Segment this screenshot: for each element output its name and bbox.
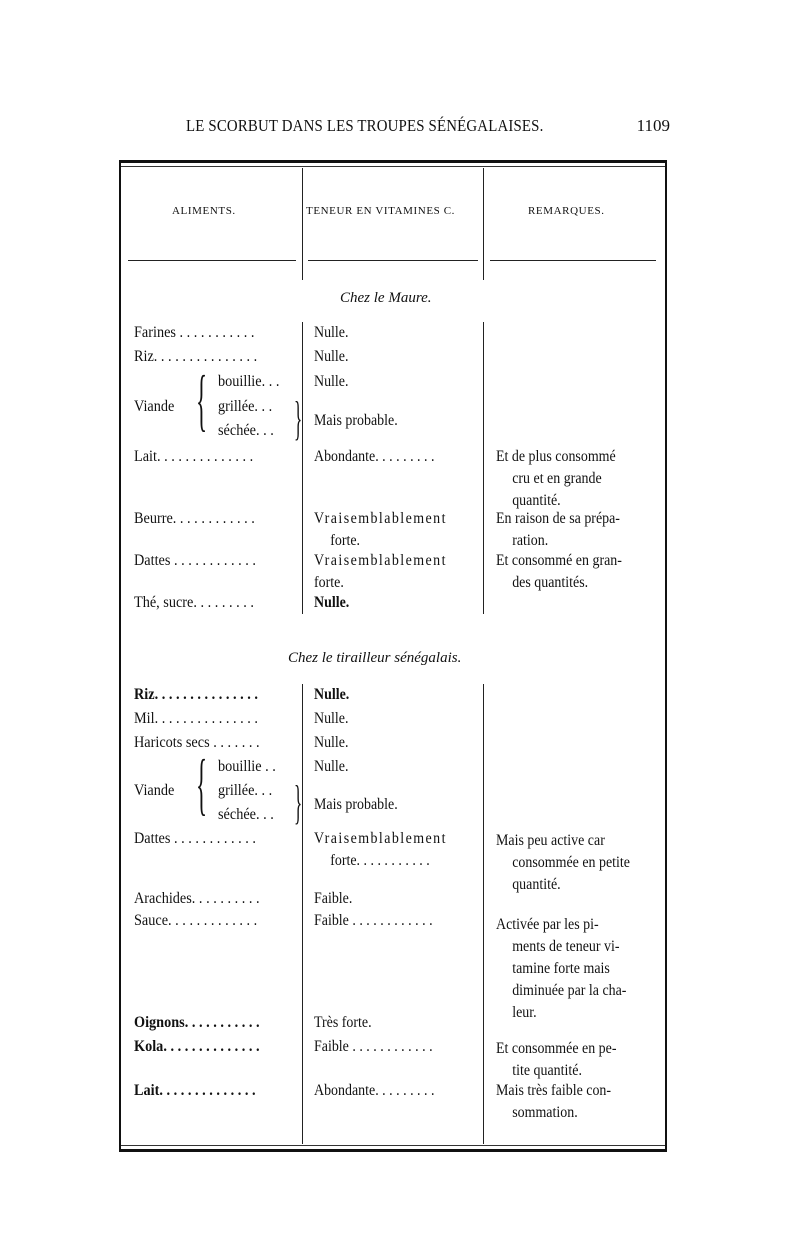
left-brace: { xyxy=(196,745,208,822)
remarque-line: Mais peu active car xyxy=(496,832,605,849)
teneur-kola: Faible . . . . . . . . . . . . xyxy=(314,1038,433,1055)
teneur-lait: Abondante. . . . . . . . . xyxy=(314,1082,435,1099)
food-dattes: Dattes . . . . . . . . . . . . xyxy=(134,552,257,569)
food-riz: Riz. . . . . . . . . . . . . . . xyxy=(134,686,258,703)
teneur-beurre xyxy=(314,508,447,552)
teneur-line: Vraisemblablement xyxy=(314,830,447,847)
right-brace: } xyxy=(294,777,303,829)
section-title-maure: Chez le Maure. xyxy=(340,290,432,306)
food-farines: Farines . . . . . . . . . . . xyxy=(134,324,255,341)
teneur-mil: Nulle. xyxy=(314,710,349,727)
teneur-dattes xyxy=(314,550,447,594)
teneur-haricots-secs: Nulle. xyxy=(314,734,349,751)
running-header xyxy=(186,116,670,140)
remarque-line: sommation. xyxy=(512,1104,578,1121)
remarque-line: leur. xyxy=(512,1004,537,1021)
table-left-border xyxy=(119,160,121,1152)
teneur-viande-grillee-sechee: Mais probable. xyxy=(314,412,398,429)
remarque-dattes xyxy=(496,830,630,896)
column-heading-aliments: ALIMENTS. xyxy=(172,205,236,217)
viande-grillee: grillée. . . xyxy=(218,398,273,415)
remarque-dattes xyxy=(496,550,622,594)
teneur-the-sucre: Nulle. xyxy=(314,594,350,611)
remarque-line: tamine forte mais xyxy=(512,960,610,977)
column-divider xyxy=(483,168,484,280)
remarque-kola xyxy=(496,1038,616,1082)
remarque-line: tite quantité. xyxy=(512,1062,582,1079)
teneur-viande-grillee-sechee: Mais probable. xyxy=(314,796,398,813)
remarque-lait xyxy=(496,446,616,512)
remarque-line: En raison de sa prépa- xyxy=(496,510,620,527)
viande-grillee: grillée. . . xyxy=(218,782,273,799)
remarque-line: Et consommée en pe- xyxy=(496,1040,617,1057)
column-divider xyxy=(302,168,303,280)
teneur-line: Vraisemblablement xyxy=(314,552,447,569)
viande-bouillie: bouillie. . . xyxy=(218,373,280,390)
teneur-lait: Abondante. . . . . . . . . xyxy=(314,448,435,465)
remarque-line: Mais très faible con- xyxy=(496,1082,612,1099)
food-oignons: Oignons. . . . . . . . . . . xyxy=(134,1014,260,1031)
teneur-riz: Nulle. xyxy=(314,686,350,703)
food-kola: Kola. . . . . . . . . . . . . . xyxy=(134,1038,260,1055)
teneur-line: Vraisemblablement xyxy=(314,510,447,527)
teneur-viande-bouillie: Nulle. xyxy=(314,373,349,390)
teneur-dattes xyxy=(314,828,447,872)
remarque-line: Et de plus consommé xyxy=(496,448,616,465)
table-top-rule-inner xyxy=(119,166,667,167)
column-divider xyxy=(302,322,303,614)
table-right-border xyxy=(665,160,667,1152)
teneur-sauce: Faible . . . . . . . . . . . . xyxy=(314,912,433,929)
table-bottom-rule xyxy=(119,1149,667,1152)
food-arachides: Arachides. . . . . . . . . . xyxy=(134,890,260,907)
teneur-line: forte. xyxy=(330,532,361,549)
left-brace: { xyxy=(196,361,208,438)
remarque-line: diminuée par la cha- xyxy=(512,982,627,999)
food-lait: Lait. . . . . . . . . . . . . . xyxy=(134,448,254,465)
food-sauce: Sauce. . . . . . . . . . . . . xyxy=(134,912,258,929)
column-heading-remarques: REMARQUES. xyxy=(528,205,605,217)
teneur-line: forte. xyxy=(314,574,344,591)
teneur-line: forte. . . . . . . . . . . xyxy=(330,852,430,869)
food-riz: Riz. . . . . . . . . . . . . . . xyxy=(134,348,258,365)
running-title: LE SCORBUT DANS LES TROUPES SÉNÉGALAISES. xyxy=(186,116,544,135)
header-underline xyxy=(308,260,478,261)
viande-sechee: séchée. . . xyxy=(218,806,274,823)
table-bottom-rule-inner xyxy=(119,1145,667,1146)
remarque-line: Et consommé en gran- xyxy=(496,552,622,569)
remarque-line: quantité. xyxy=(512,876,561,893)
viande-bouillie: bouillie . . xyxy=(218,758,276,775)
remarque-line: consommée en petite xyxy=(512,854,630,871)
remarque-beurre xyxy=(496,508,620,552)
column-divider xyxy=(483,684,484,1144)
header-underline xyxy=(490,260,656,261)
column-divider xyxy=(302,684,303,1144)
teneur-viande-bouillie: Nulle. xyxy=(314,758,349,775)
page-number: 1109 xyxy=(636,116,670,135)
teneur-farines: Nulle. xyxy=(314,324,349,341)
right-brace: } xyxy=(294,393,303,445)
teneur-arachides: Faible. xyxy=(314,890,353,907)
food-haricots-secs: Haricots secs . . . . . . . xyxy=(134,734,260,751)
remarque-sauce xyxy=(496,914,626,1024)
remarque-line: cru et en grande xyxy=(512,470,602,487)
food-the-sucre: Thé, sucre. . . . . . . . . xyxy=(134,594,255,611)
viande-sechee: séchée. . . xyxy=(218,422,274,439)
remarque-line: quantité. xyxy=(512,492,561,509)
food-beurre: Beurre. . . . . . . . . . . . xyxy=(134,510,255,527)
column-divider xyxy=(483,322,484,614)
remarque-lait xyxy=(496,1080,611,1124)
food-viande: Viande xyxy=(134,398,175,415)
teneur-oignons: Très forte. xyxy=(314,1014,372,1031)
food-lait: Lait. . . . . . . . . . . . . . xyxy=(134,1082,256,1099)
food-viande: Viande xyxy=(134,782,175,799)
remarque-line: ments de teneur vi- xyxy=(512,938,620,955)
food-dattes: Dattes . . . . . . . . . . . . xyxy=(134,830,257,847)
food-mil: Mil. . . . . . . . . . . . . . . xyxy=(134,710,258,727)
remarque-line: ration. xyxy=(512,532,549,549)
column-heading-teneur: TENEUR EN VITAMINES C. xyxy=(306,205,455,217)
teneur-riz: Nulle. xyxy=(314,348,349,365)
header-underline xyxy=(128,260,296,261)
remarque-line: des quantités. xyxy=(512,574,589,591)
table-top-rule xyxy=(119,160,667,163)
remarque-line: Activée par les pi- xyxy=(496,916,599,933)
section-title-tirailleur: Chez le tirailleur sénégalais. xyxy=(288,650,462,666)
